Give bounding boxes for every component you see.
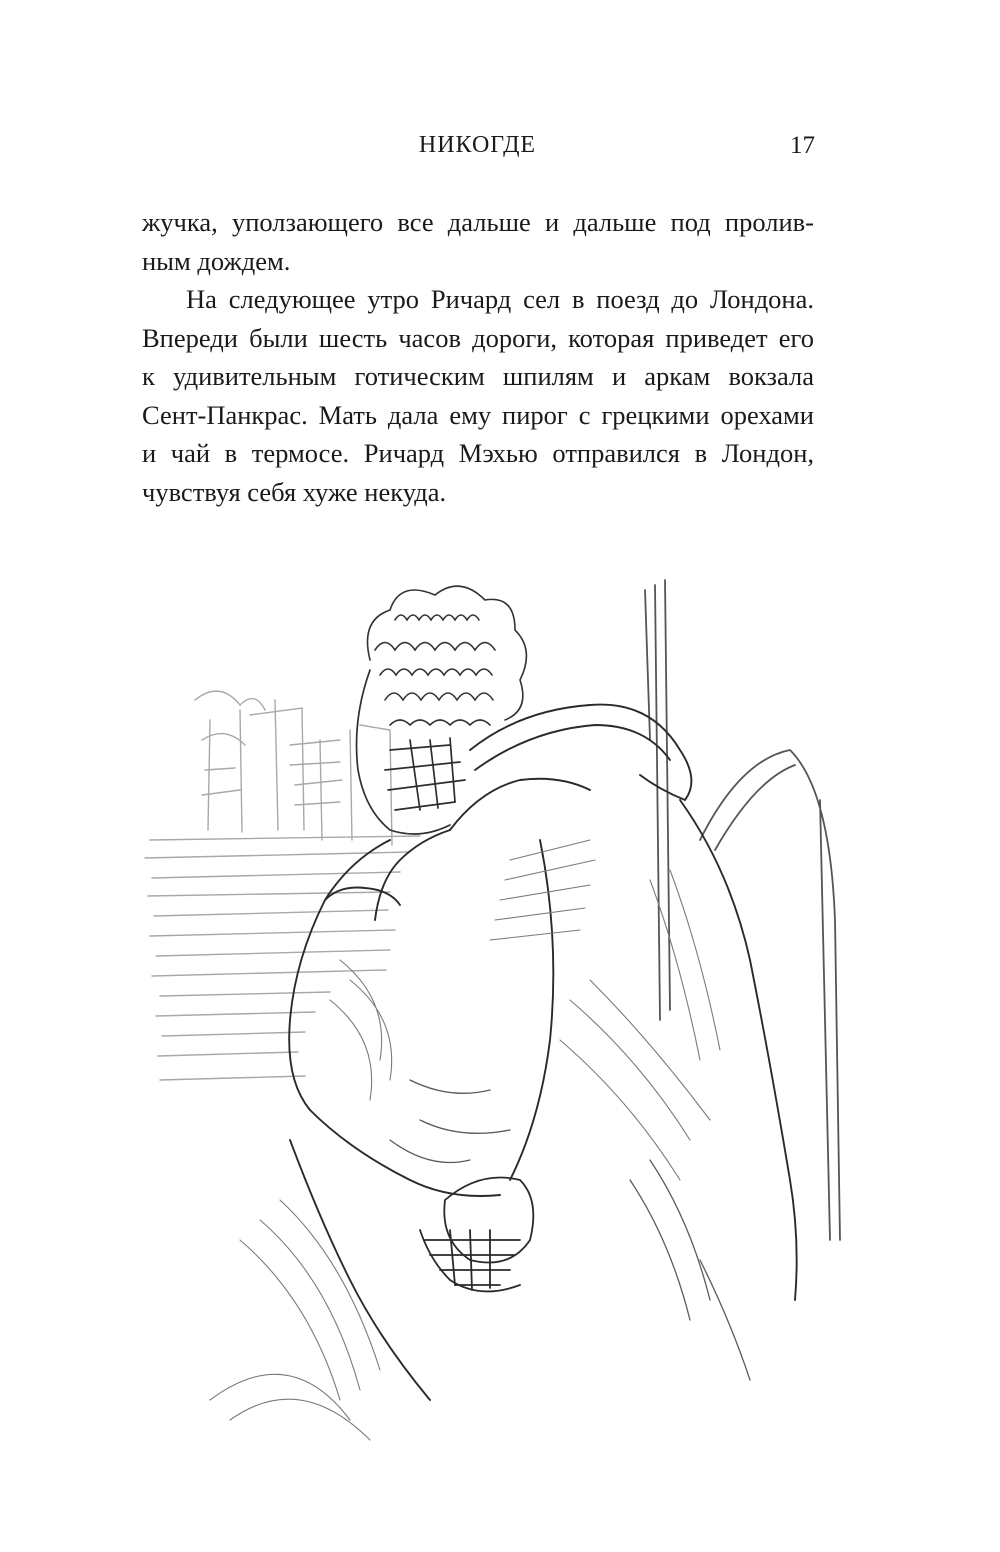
paragraph-continued <box>142 203 814 280</box>
jacket <box>289 705 797 1400</box>
page-number: 17 <box>790 132 815 159</box>
text-line: и чай в термосе. Ричард Мэхью отправился в Лондон, <box>142 438 814 468</box>
body-text <box>142 203 814 511</box>
text-line: Впереди были шесть часов дороги, которая приведет его <box>142 322 814 353</box>
text-line: чувствуя себя хуже некуда. <box>142 476 447 507</box>
fabric-folds <box>390 1080 750 1380</box>
running-title: НИКОГДЕ <box>418 132 537 158</box>
text-line: к удивительным готическим шпилям и аркам вокзала <box>142 361 814 391</box>
text-line: Сент-Панкрас. Мать дала ему пирог с грецкими орехами <box>142 399 814 430</box>
text-line: ным дождем. <box>142 245 291 276</box>
text-line: жучка, уползающего все дальше и дальше под пролив- <box>142 207 814 237</box>
text-line: На следующее утро Ричард сел в поезд до Лондона. <box>186 284 814 314</box>
pencil-sketch-illustration <box>90 540 910 1460</box>
shading <box>210 840 720 1440</box>
paragraph-train <box>142 280 814 511</box>
hair <box>368 586 527 725</box>
window-background <box>145 691 420 1080</box>
head-and-neck <box>357 670 466 834</box>
window-frame <box>645 580 840 1240</box>
running-head <box>140 132 815 172</box>
thermos-pocket <box>420 1178 533 1292</box>
sketch-svg <box>90 540 910 1460</box>
